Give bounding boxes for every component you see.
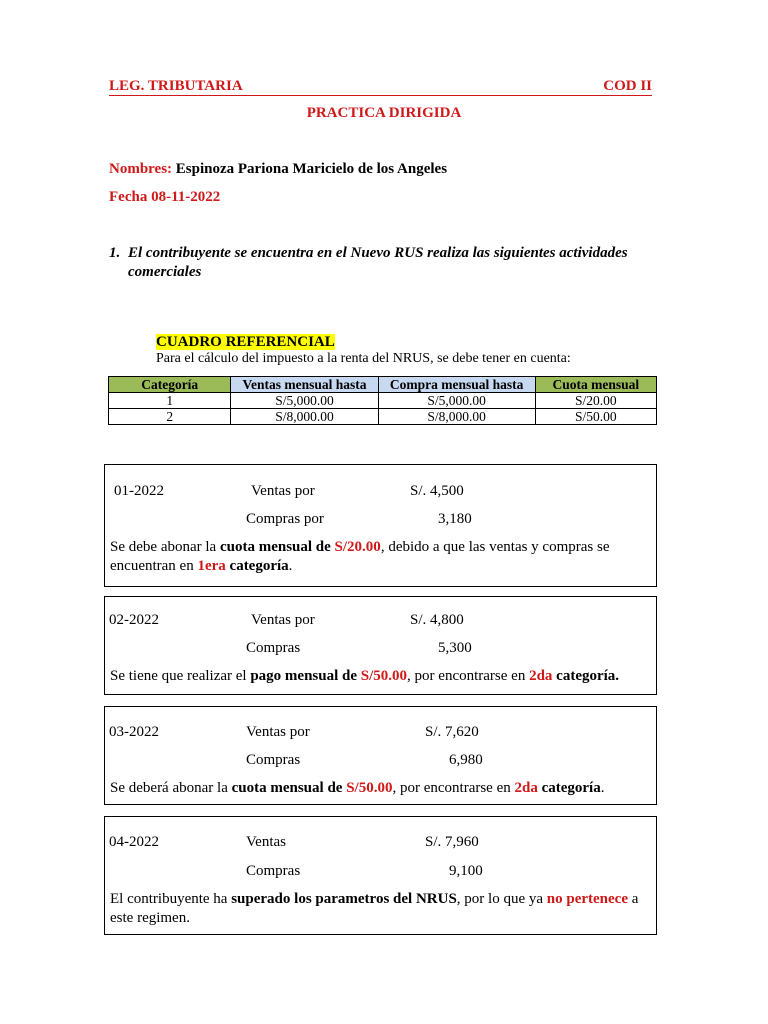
case-note [110, 779, 650, 798]
note-text: . [288, 558, 293, 574]
table-cell: S/5,000.00 [231, 393, 378, 409]
table-cell: 2 [109, 409, 231, 425]
sales-label: Ventas por [251, 612, 315, 628]
note-bold: cuota mensual de [219, 539, 335, 555]
course-code: COD II [603, 78, 652, 94]
sales-label: Ventas por [246, 724, 310, 740]
reference-description: Para el cálculo del impuesto a la renta del NRUS, se debe tener en cuenta: [156, 351, 571, 366]
student-label: Nombres: [109, 161, 173, 177]
document-header [109, 78, 652, 96]
case-note [110, 538, 650, 576]
note-text: . [600, 780, 605, 796]
sales-label: Ventas por [251, 483, 315, 499]
student-name: Espinoza Pariona Maricielo de los Angeles [175, 161, 448, 177]
purchases-label: Compras [246, 640, 301, 656]
reference-title: CUADRO REFERENCIAL [156, 334, 335, 350]
header-cuota: Cuota mensual [535, 377, 656, 393]
note-text: , por lo que ya [456, 891, 547, 907]
note-bold: categoría [537, 780, 601, 796]
table-cell: S/5,000.00 [378, 393, 535, 409]
course-name: LEG. TRIBUTARIA [109, 78, 243, 94]
table-cell: S/50.00 [535, 409, 656, 425]
table-cell: S/8,000.00 [231, 409, 378, 425]
case-note [110, 667, 650, 686]
note-text: , debido a que las ventas y compras se encuentran en [110, 539, 610, 574]
note-text: Se deberá abonar la [110, 780, 232, 796]
note-amount: S/50.00 [360, 668, 408, 684]
purchases-label: Compras [246, 752, 301, 768]
case-period: 04-2022 [109, 834, 159, 850]
page-title: PRACTICA DIRIGIDA [306, 105, 462, 121]
sales-value: S/. 4,500 [410, 483, 464, 499]
case-box-02 [104, 596, 657, 695]
sales-value: S/. 7,620 [425, 724, 479, 740]
table-cell: S/20.00 [535, 393, 656, 409]
note-bold: categoría [225, 558, 289, 574]
table-row [109, 393, 657, 409]
case-box-03 [104, 706, 657, 805]
student-line [109, 161, 447, 178]
note-text: , por encontrarse en [392, 780, 515, 796]
sales-label: Ventas [246, 834, 286, 850]
reference-table [108, 376, 657, 425]
case-note [110, 890, 655, 928]
case-period: 01-2022 [114, 483, 164, 499]
note-bold: superado los parametros del NRUS [231, 891, 457, 907]
note-category: 2da [514, 780, 538, 796]
table-row [109, 409, 657, 425]
sales-value: S/. 4,800 [410, 612, 464, 628]
purchases-label: Compras por [246, 511, 324, 527]
purchases-value: 3,180 [438, 511, 472, 527]
note-category: 2da [529, 668, 553, 684]
header-ventas: Ventas mensual hasta [231, 377, 378, 393]
question [109, 244, 669, 282]
case-box-04 [104, 816, 657, 935]
purchases-value: 6,980 [449, 752, 483, 768]
sales-value: S/. 7,960 [425, 834, 479, 850]
note-bold: categoría. [552, 668, 620, 684]
note-text: a este regimen. [110, 891, 639, 926]
note-category: no pertenece [546, 891, 628, 907]
date-line: Fecha 08-11-2022 [109, 189, 221, 205]
table-header-row [109, 377, 657, 393]
note-text: , por encontrarse en [407, 668, 530, 684]
header-compras: Compra mensual hasta [378, 377, 535, 393]
case-box-01 [104, 464, 657, 587]
note-amount: S/20.00 [334, 539, 381, 555]
header-categoria: Categoría [109, 377, 231, 393]
purchases-value: 9,100 [449, 863, 483, 879]
note-bold: pago mensual de [250, 668, 361, 684]
note-amount: S/50.00 [346, 780, 393, 796]
purchases-label: Compras [246, 863, 301, 879]
note-text: El contribuyente ha [110, 891, 232, 907]
question-text: El contribuyente se encuentra en el Nuevo RUS realiza las siguientes actividades comerciales [128, 245, 628, 280]
case-period: 02-2022 [109, 612, 159, 628]
case-period: 03-2022 [109, 724, 159, 740]
table-cell: S/8,000.00 [378, 409, 535, 425]
note-text: Se debe abonar la [110, 539, 220, 555]
purchases-value: 5,300 [438, 640, 472, 656]
note-text: Se tiene que realizar el [110, 668, 251, 684]
table-cell: 1 [109, 393, 231, 409]
note-bold: cuota mensual de [231, 780, 347, 796]
note-category: 1era [197, 558, 226, 574]
question-number: 1. [109, 245, 121, 261]
